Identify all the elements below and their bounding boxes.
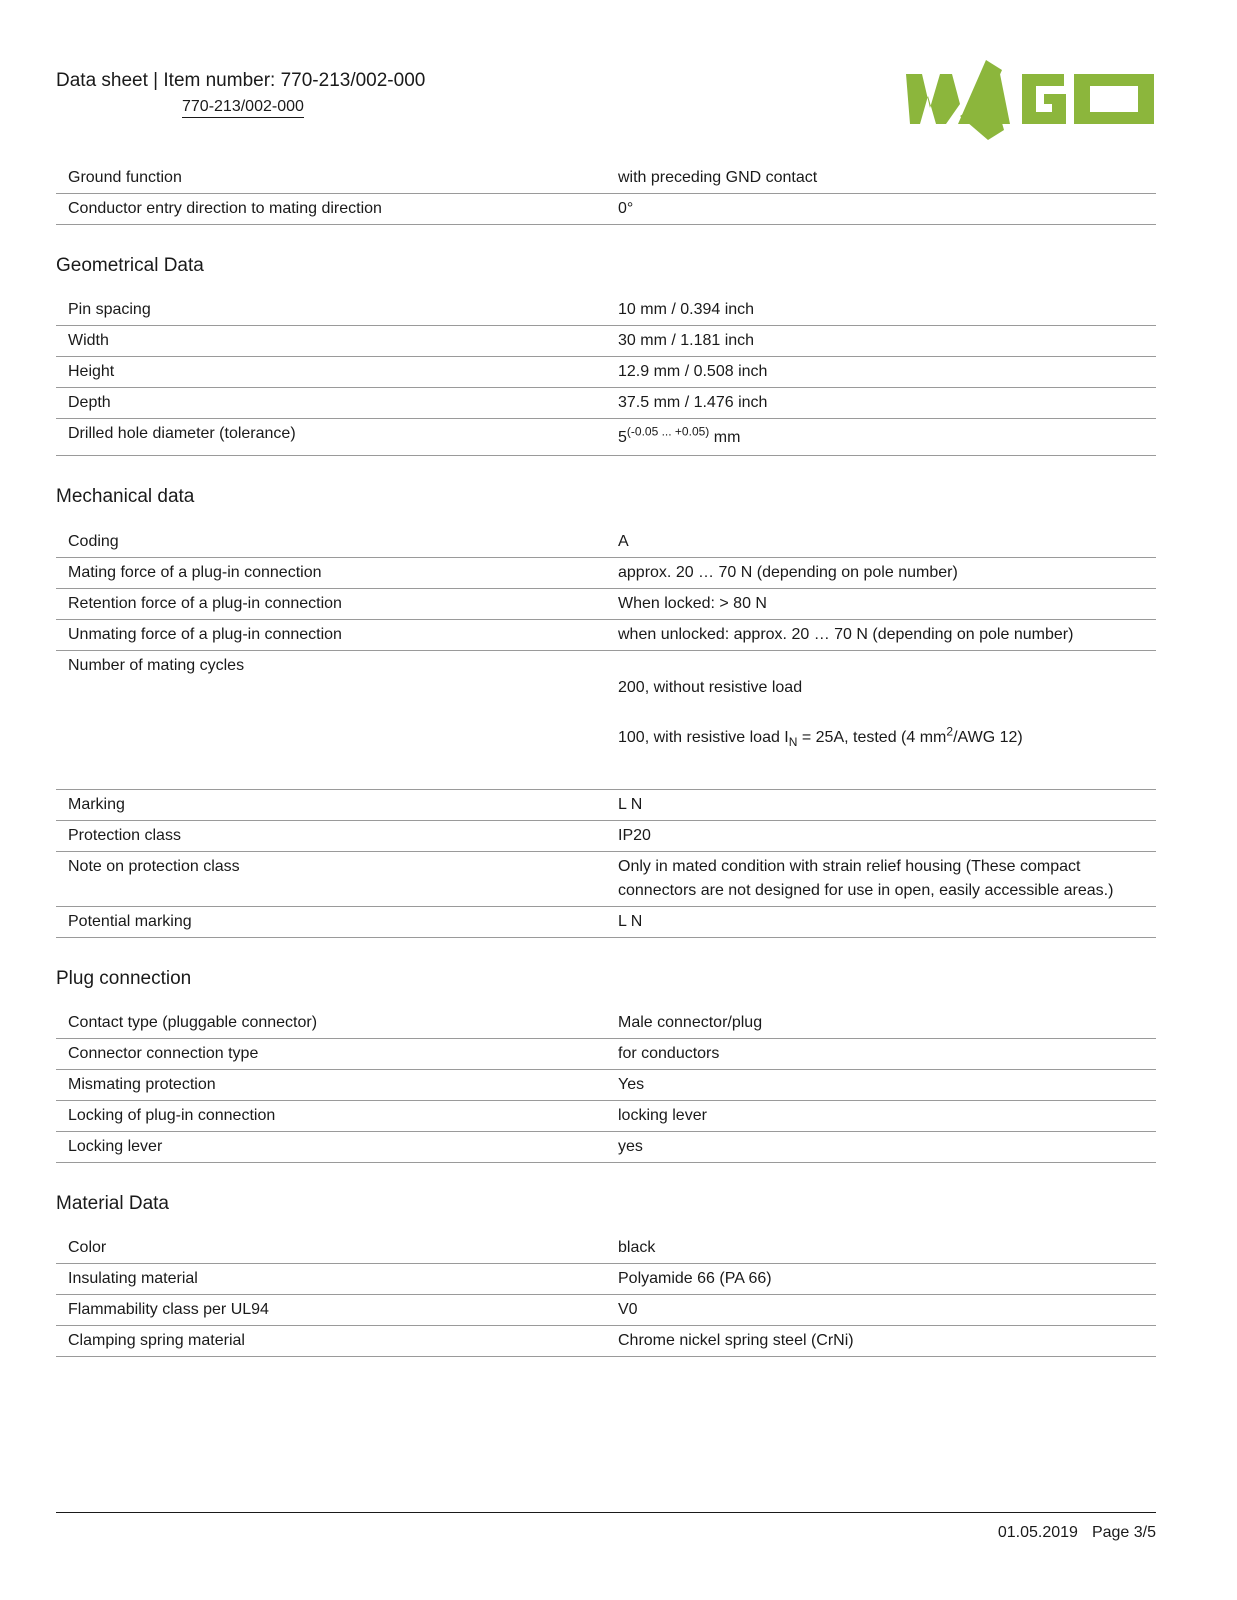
- geometrical-table: [56, 295, 1156, 456]
- cycles-line-1: 200, without resistive load: [618, 679, 803, 696]
- row-value: Polyamide 66 (PA 66): [618, 1264, 1156, 1295]
- row-value: 12.9 mm / 0.508 inch: [618, 357, 1156, 388]
- table-row: [56, 1326, 1156, 1357]
- table-row: [56, 194, 1156, 225]
- row-value: for conductors: [618, 1039, 1156, 1070]
- row-value: when unlocked: approx. 20 … 70 N (depending on pole number): [618, 620, 1156, 651]
- table-row: [56, 1132, 1156, 1163]
- row-value: Chrome nickel spring steel (CrNi): [618, 1326, 1156, 1357]
- datasheet-content: [56, 163, 1156, 1357]
- row-value: black: [618, 1233, 1156, 1264]
- table-row: [56, 589, 1156, 620]
- table-row: [56, 1233, 1156, 1264]
- page-header: [56, 70, 425, 118]
- table-row: [56, 651, 1156, 790]
- row-label: Retention force of a plug-in connection: [56, 589, 618, 620]
- row-value: [618, 419, 1156, 456]
- row-label: Note on protection class: [56, 852, 618, 907]
- table-row: [56, 620, 1156, 651]
- row-value: with preceding GND contact: [618, 163, 1156, 194]
- row-label: Drilled hole diameter (tolerance): [56, 419, 618, 456]
- row-value: locking lever: [618, 1101, 1156, 1132]
- row-value: 10 mm / 0.394 inch: [618, 295, 1156, 326]
- row-value: Male connector/plug: [618, 1008, 1156, 1039]
- table-row: [56, 1264, 1156, 1295]
- cycles-line-2: [618, 724, 1156, 750]
- row-value: Yes: [618, 1070, 1156, 1101]
- cycles-text: /AWG 12): [953, 729, 1023, 746]
- table-row: [56, 790, 1156, 821]
- row-label: Color: [56, 1233, 618, 1264]
- general-table: [56, 163, 1156, 225]
- row-label: Width: [56, 326, 618, 357]
- mechanical-table: [56, 527, 1156, 938]
- row-value: IP20: [618, 821, 1156, 852]
- section-title-plug: Plug connection: [56, 968, 192, 989]
- drilled-tolerance: (-0.05 ... +0.05): [626, 424, 710, 439]
- row-label: Depth: [56, 388, 618, 419]
- row-label: Insulating material: [56, 1264, 618, 1295]
- row-value: 37.5 mm / 1.476 inch: [618, 388, 1156, 419]
- item-number-link[interactable]: 770-213/002-000: [182, 98, 304, 118]
- row-label: Number of mating cycles: [56, 651, 618, 790]
- row-label: Conductor entry direction to mating direction: [56, 194, 618, 225]
- row-value: L N: [618, 790, 1156, 821]
- table-row: [56, 295, 1156, 326]
- table-row: [56, 388, 1156, 419]
- table-row: [56, 1008, 1156, 1039]
- material-table: [56, 1233, 1156, 1357]
- table-row: [56, 163, 1156, 194]
- table-row: [56, 852, 1156, 907]
- drilled-unit: mm: [709, 429, 741, 446]
- row-label: Coding: [56, 527, 618, 558]
- table-row: [56, 1295, 1156, 1326]
- row-label: Pin spacing: [56, 295, 618, 326]
- row-value: approx. 20 … 70 N (depending on pole number): [618, 558, 1156, 589]
- row-label: Contact type (pluggable connector): [56, 1008, 618, 1039]
- row-value: L N: [618, 907, 1156, 938]
- table-row: [56, 1070, 1156, 1101]
- footer-divider: [56, 1512, 1156, 1513]
- row-value: Only in mated condition with strain relief housing (These compact connectors are not designed for use in open, easily accessible areas.): [618, 852, 1156, 907]
- cycles-sup: 2: [946, 724, 954, 739]
- section-title-geometrical: Geometrical Data: [56, 255, 204, 276]
- table-row: [56, 326, 1156, 357]
- footer-date: 01.05.2019: [997, 1524, 1078, 1541]
- row-value: A: [618, 527, 1156, 558]
- table-row: [56, 821, 1156, 852]
- row-label: Protection class: [56, 821, 618, 852]
- table-row: [56, 1101, 1156, 1132]
- page-title: Data sheet | Item number: 770-213/002-000: [56, 70, 426, 91]
- cycles-text: = 25A, tested (4 mm: [797, 729, 947, 746]
- table-row: [56, 558, 1156, 589]
- footer-page: Page 3/5: [1091, 1524, 1156, 1541]
- plug-table: [56, 1008, 1156, 1163]
- table-row: [56, 907, 1156, 938]
- row-label: Connector connection type: [56, 1039, 618, 1070]
- row-value: yes: [618, 1132, 1156, 1163]
- section-title-mechanical: Mechanical data: [56, 486, 195, 507]
- wago-logo: [906, 56, 1156, 142]
- row-label: Mismating protection: [56, 1070, 618, 1101]
- row-label: Unmating force of a plug-in connection: [56, 620, 618, 651]
- table-row: [56, 527, 1156, 558]
- section-title-material: Material Data: [56, 1193, 169, 1214]
- row-label: Clamping spring material: [56, 1326, 618, 1357]
- row-label: Flammability class per UL94: [56, 1295, 618, 1326]
- row-label: Ground function: [56, 163, 618, 194]
- row-value: [618, 651, 1156, 790]
- row-label: Marking: [56, 790, 618, 821]
- row-value: V0: [618, 1295, 1156, 1326]
- cycles-sub: N: [788, 735, 798, 750]
- row-label: Locking of plug-in connection: [56, 1101, 618, 1132]
- row-label: Height: [56, 357, 618, 388]
- row-value: 0°: [618, 194, 1156, 225]
- row-label: Locking lever: [56, 1132, 618, 1163]
- row-label: Mating force of a plug-in connection: [56, 558, 618, 589]
- row-value: When locked: > 80 N: [618, 589, 1156, 620]
- page-footer: [998, 1524, 1156, 1542]
- drilled-base: 5: [618, 429, 627, 446]
- table-row: [56, 1039, 1156, 1070]
- row-label: Potential marking: [56, 907, 618, 938]
- cycles-text: 100, with resistive load I: [618, 729, 789, 746]
- table-row: [56, 419, 1156, 456]
- table-row: [56, 357, 1156, 388]
- row-value: 30 mm / 1.181 inch: [618, 326, 1156, 357]
